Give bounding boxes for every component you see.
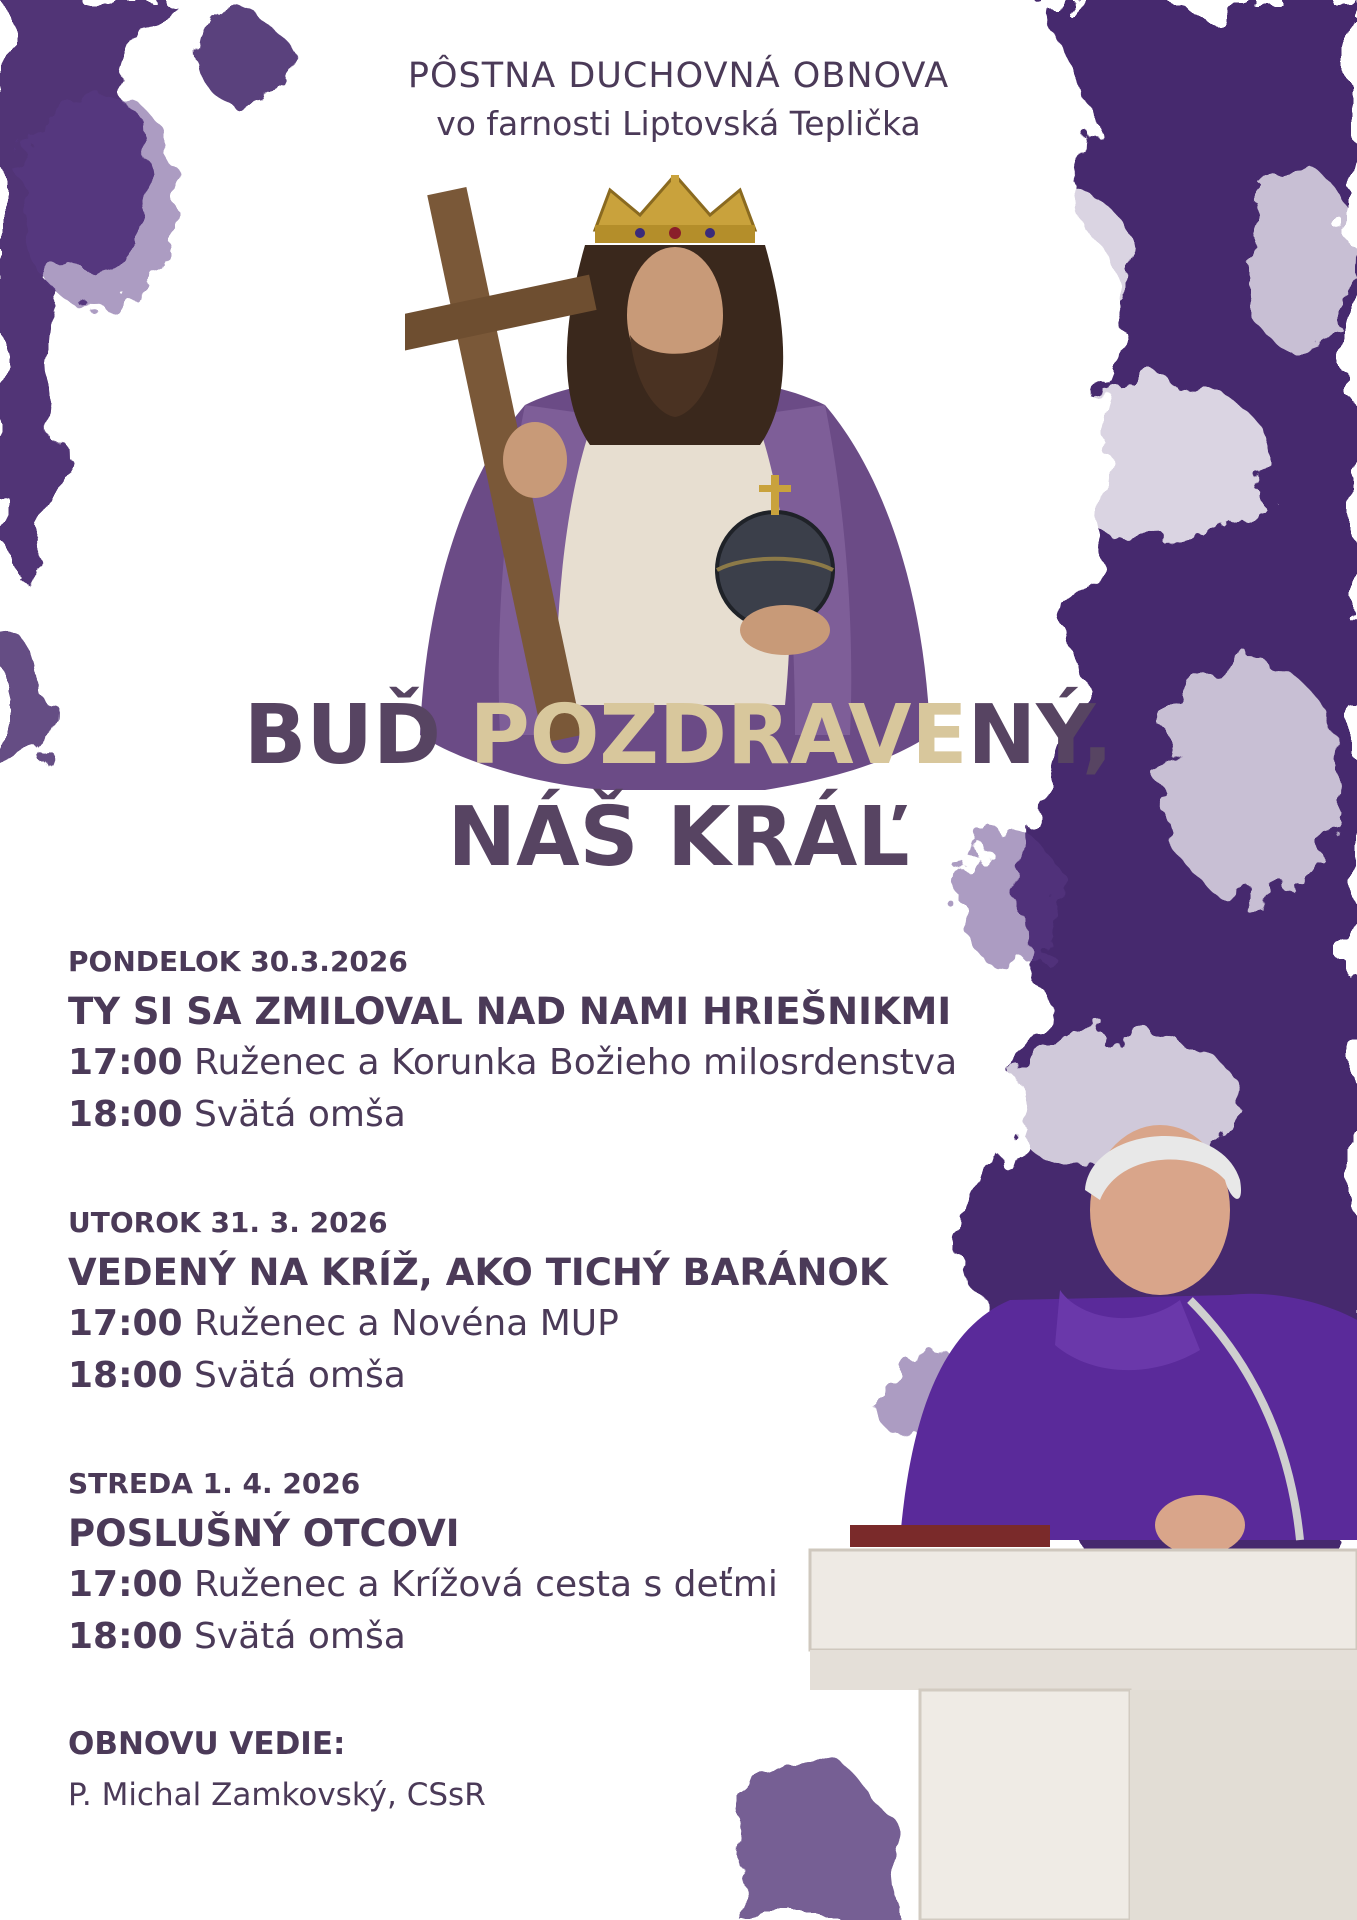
schedule-slot [68,1303,619,1344]
slot-text: Ruženec a Novéna MUP [194,1303,619,1344]
slot-time: 18:00 [68,1355,183,1396]
day-date: PONDELOK 30.3.2026 [68,945,408,978]
slot-text: Ruženec a Korunka Božieho milosrdenstva [194,1042,958,1083]
day-theme: TY SI SA ZMILOVAL NAD NAMI HRIEŠNIKMI [68,990,952,1033]
main-title-part-gold: POZDRAVE [469,688,968,783]
day-date: UTOROK 31. 3. 2026 [68,1206,388,1239]
header-subtitle: vo farnosti Liptovská Teplička [436,104,921,143]
slot-time: 17:00 [68,1564,183,1605]
slot-time: 17:00 [68,1042,183,1083]
schedule-slot [68,1616,406,1657]
main-title-line-2 [0,790,1357,885]
slot-text: Svätá omša [194,1616,406,1657]
slot-time: 17:00 [68,1303,183,1344]
slot-time: 18:00 [68,1094,183,1135]
leader-name: P. Michal Zamkovský, CSsR [68,1777,486,1813]
day-theme: POSLUŠNÝ OTCOVI [68,1512,460,1555]
leader-label: OBNOVU VEDIE: [68,1726,346,1762]
priest-at-ambo-photo [800,1120,1357,1920]
slot-text: Ruženec a Krížová cesta s deťmi [194,1564,778,1605]
day-date: STREDA 1. 4. 2026 [68,1467,361,1500]
schedule-slot [68,1355,406,1396]
slot-text: Svätá omša [194,1094,406,1135]
schedule-slot [68,1564,778,1605]
main-title-part: BUĎ [243,688,470,783]
header-title: PÔSTNA DUCHOVNÁ OBNOVA [407,56,950,96]
day-theme: VEDENÝ NA KRÍŽ, AKO TICHÝ BARÁNOK [68,1251,888,1294]
main-title-line-1 [0,688,1357,783]
main-title-part: NÁŠ KRÁ [447,790,858,885]
schedule-slot [68,1042,957,1083]
schedule-slot [68,1094,406,1135]
main-title-part: Ľ [857,790,910,885]
main-title-part: NÝ, [967,688,1114,783]
slot-text: Svätá omša [194,1355,406,1396]
slot-time: 18:00 [68,1616,183,1657]
